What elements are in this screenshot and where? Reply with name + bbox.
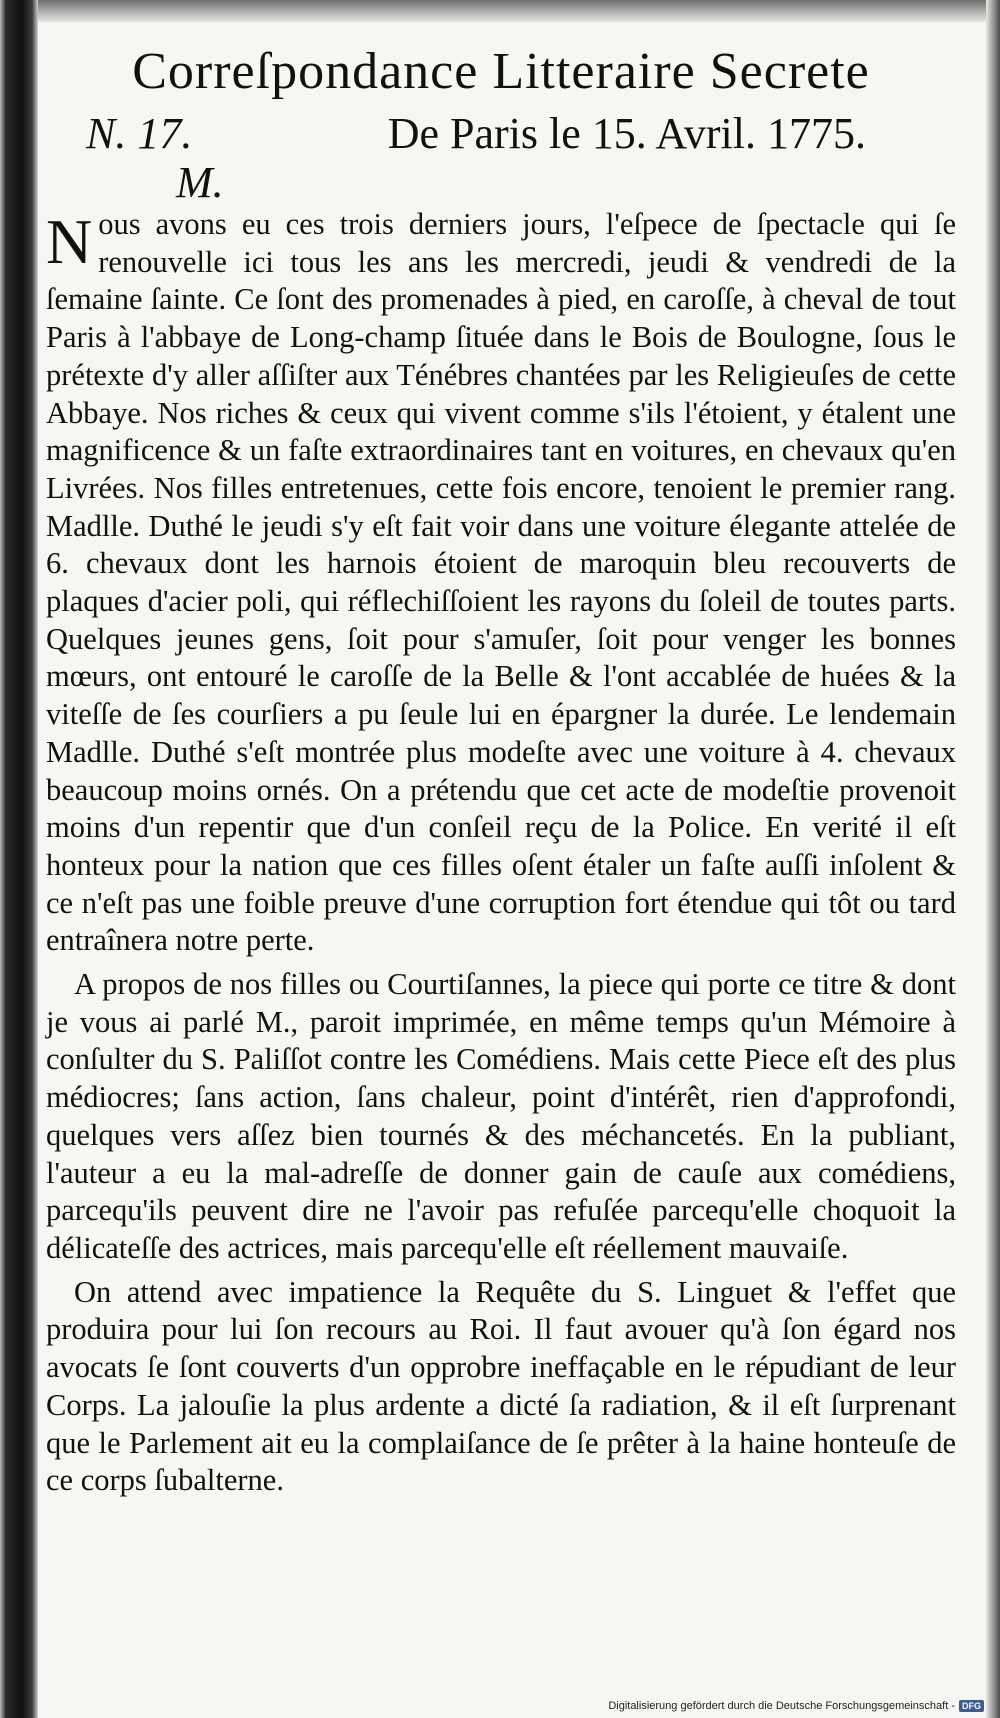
masthead-title: Correſpondance Litteraire Secrete <box>132 43 870 100</box>
page-right-edge <box>986 0 1000 1718</box>
credit-text: Digitalisierung gefördert durch die Deutsche Forschungsgemeinschaft - <box>608 1700 955 1712</box>
book-binding-edge <box>0 0 38 1718</box>
page-content <box>46 30 956 1506</box>
dfg-logo-icon: DFG <box>959 1700 984 1712</box>
paragraph-1-text: ous avons eu ces trois derniers jours, l'eſpece de ſpectacle qui ſe renouvelle ici tous les ans les mercredi, jeudi & vendredi de la ſemaine ſainte. Ce ſont des promenades à pied, en caroſſe, à cheval de tout Paris à l'abbaye de Long-champ ſituée dans le Bois de Boulogne, ſous le prétexte d'y aller aſſiſter aux Ténébres chantées par les Religieuſes de cette Abbaye. Nos riches & ceux qui vivent comme s'ils l'étoient, y étalent une magnificence & un faſte extraordinaires tant en voitures, en chevaux qu'en Livrées. Nos filles entretenues, cette fois encore, tenoient le premier rang. Madlle. Duthé le jeudi s'y eſt fait voir dans une voiture élegante attelée de 6. chevaux dont les harnois étoient de maroquin bleu recouverts de plaques d'acier poli, qui réflechiſſoient les rayons du ſoleil de toutes parts. Quelques jeunes gens, ſoit pour s'amuſer, ſoit pour venger les bonnes mœurs, ont entouré le caroſſe de la Belle & l'ont accablée de huées & la viteſſe de ſes courſiers a pu ſeule lui en épargner la durée. Le lendemain Madlle. Duthé s'eſt montrée plus modeſte avec une voiture à 4. chevaux beaucoup moins ornés. On a prétendu que cet acte de modeſtie provenoit moins d'un repentir que d'un conſeil reçu de la Police. En verité il eſt honteux pour la nation que ces filles oſent étaler un faſte auſſi inſolent & ce n'eſt pas une foible preuve d'une corruption fort étendue qui tôt ou tard entraînera notre perte. <box>46 207 956 958</box>
drop-cap: N <box>46 206 93 277</box>
page-top-edge <box>0 0 1000 22</box>
salutation: M. <box>176 158 224 207</box>
digitization-credit <box>608 1700 984 1712</box>
paragraph-3: On attend avec impatience la Requête du S. Linguet & l'effet que produira pour lui ſon recours au Roi. Il faut avouer qu'à ſon égard nos avocats ſe ſont couverts d'un opprobre ineffaçable en le répudiant de leur Corps. La jalouſie la plus ardente a dicté ſa radiation, & il eſt ſurprenant que le Parlement ait eu la complaiſance de ſe prêter à la haine honteuſe de ce corps ſubalterne. <box>46 1274 956 1498</box>
paragraph-2: A propos de nos filles ou Courtiſannes, la piece qui porte ce titre & dont je vous ai parlé M., paroit imprimée, en même temps qu'un Mémoire à conſulter du S. Paliſſot contre les Comédiens. Mais cette Piece eſt des plus médiocres; ſans action, ſans chaleur, point d'intérêt, rien d'approfondi, quelques vers aſſez bien tournés & des méchancetés. En la publiant, l'auteur a eu la mal-adreſſe de donner gain de cauſe aux comédiens, parcequ'ils peuvent dire ne l'avoir pas refuſée parcequ'elle choquoit la délicateſſe des actrices, mais parcequ'elle eſt réellement mauvaiſe. <box>46 967 956 1265</box>
issue-line <box>46 108 956 160</box>
issue-number: N. 17. <box>86 109 193 158</box>
article-body <box>46 206 956 1500</box>
dateline: De Paris le 15. Avril. 1775. <box>387 109 866 158</box>
paragraph-1 <box>46 206 956 960</box>
